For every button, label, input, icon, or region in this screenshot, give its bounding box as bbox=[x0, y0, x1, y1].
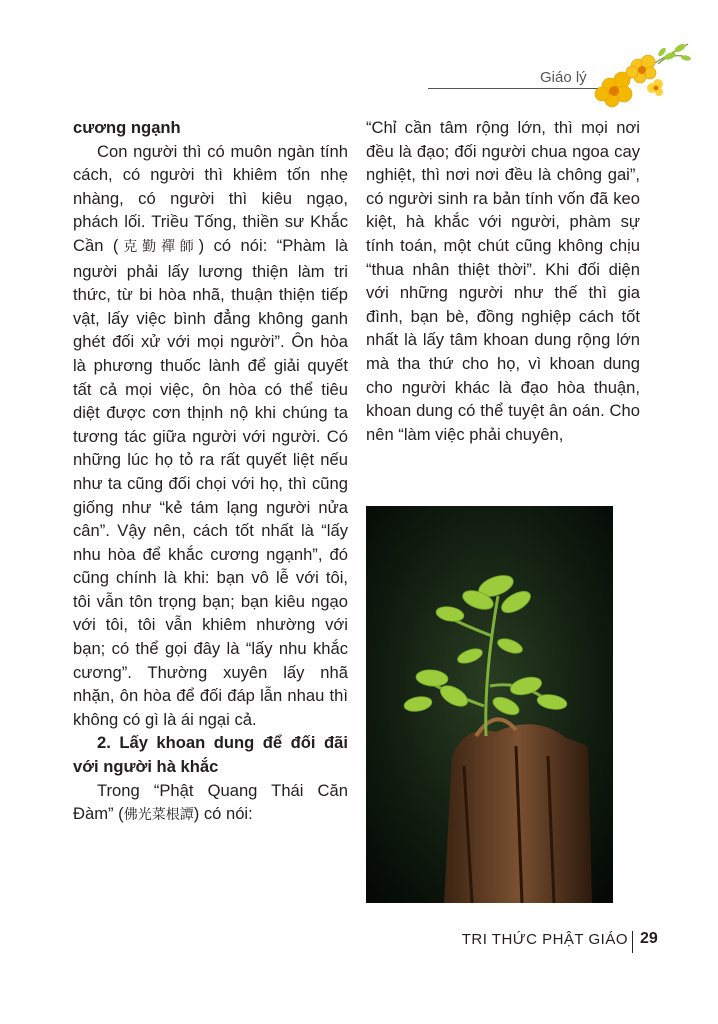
section-label: Giáo lý bbox=[540, 69, 587, 86]
section-heading-2: 2. Lấy khoan dung để đối đãi với người hà khắc bbox=[73, 733, 348, 777]
paragraph-2 bbox=[73, 779, 348, 828]
paragraph-2-text: Trong “Phật Quang Thái Căn Đàm” ( bbox=[73, 780, 348, 824]
paragraph-1 bbox=[73, 140, 348, 732]
right-column bbox=[366, 116, 640, 446]
sapling-photo bbox=[366, 506, 613, 903]
cjk-name: 克勤禪師 bbox=[118, 238, 199, 255]
header-rule bbox=[428, 88, 598, 89]
page-number: 29 bbox=[640, 930, 658, 947]
paragraph-2-text-end: ) có nói: bbox=[193, 804, 253, 824]
footer-divider bbox=[632, 931, 633, 953]
left-column bbox=[73, 116, 348, 828]
cjk-title: 佛光菜根譚 bbox=[123, 807, 194, 824]
paragraph-3: “Chỉ cần tâm rộng lớn, thì mọi nơi đều là đạo; đối người chua ngoa cay nghiệt, thì nơi nơi đều là chông gai”, có người sinh ra bản tính vốn đã keo kiệt, hà khắc với người, phàm sự tính toán, một chút cũng không chịu “thua nhân thiệt thời”. Khi đối diện với những người như thế thì gia đình, bạn bè, đồng nghiệp cách tốt nhất là lấy tâm khoan dung rộng lớn mà tha thứ cho họ, vì khoan dung cho người khác là đạo hòa thuận, khoan dung có thể tuyệt ân oán. Cho nên “làm việc phải chuyên, bbox=[366, 118, 640, 444]
paragraph-1-text: Con người thì có muôn ngàn tính cách, có người thì khiêm tốn nhẹ nhàng, có người thì kiêu ngạo, phách lối. Triều Tống, thiền sư Khắc Cần ( bbox=[73, 141, 348, 255]
page-footer bbox=[0, 931, 718, 955]
heading-continuation: cương ngạnh bbox=[73, 118, 181, 137]
flower-decoration bbox=[588, 36, 698, 116]
paragraph-1-text-end: ) có nói: “Phàm là người phải lấy lương thiện làm tri thức, từ bi hòa nhã, thuận thiện tiếp vật, lấy việc bình đẳng không ganh ghét đối xử với mọi người”. Ôn hòa là phương thuốc lành để giải quyết tất cả mọi việc, ôn hòa có thể tiêu diệt được cơn thịnh nộ khi chúng ta tương tác giữa người với người. Có những lúc họ tỏ ra rất quyết liệt nếu như ta cũng đối chọi với họ, thì cũng giống như “kẻ tám lạng người nửa cân”. Vậy nên, cách tốt nhất là “lấy nhu hòa để khắc cương ngạnh”, đó cũng chính là khi: bạn vô lễ với tôi, tôi vẫn tôn trọng bạn; bạn kiêu ngạo với tôi, tôi vẫn khiêm nhường với bạn; có thể gọi đây là “lấy nhu khắc cương”. Thường xuyên lấy nhã nhặn, ôn hòa để đối đáp lẫn nhau thì không có gì là ái ngại cả. bbox=[73, 235, 348, 729]
magazine-title: TRI THỨC PHẬT GIÁO bbox=[461, 931, 628, 948]
